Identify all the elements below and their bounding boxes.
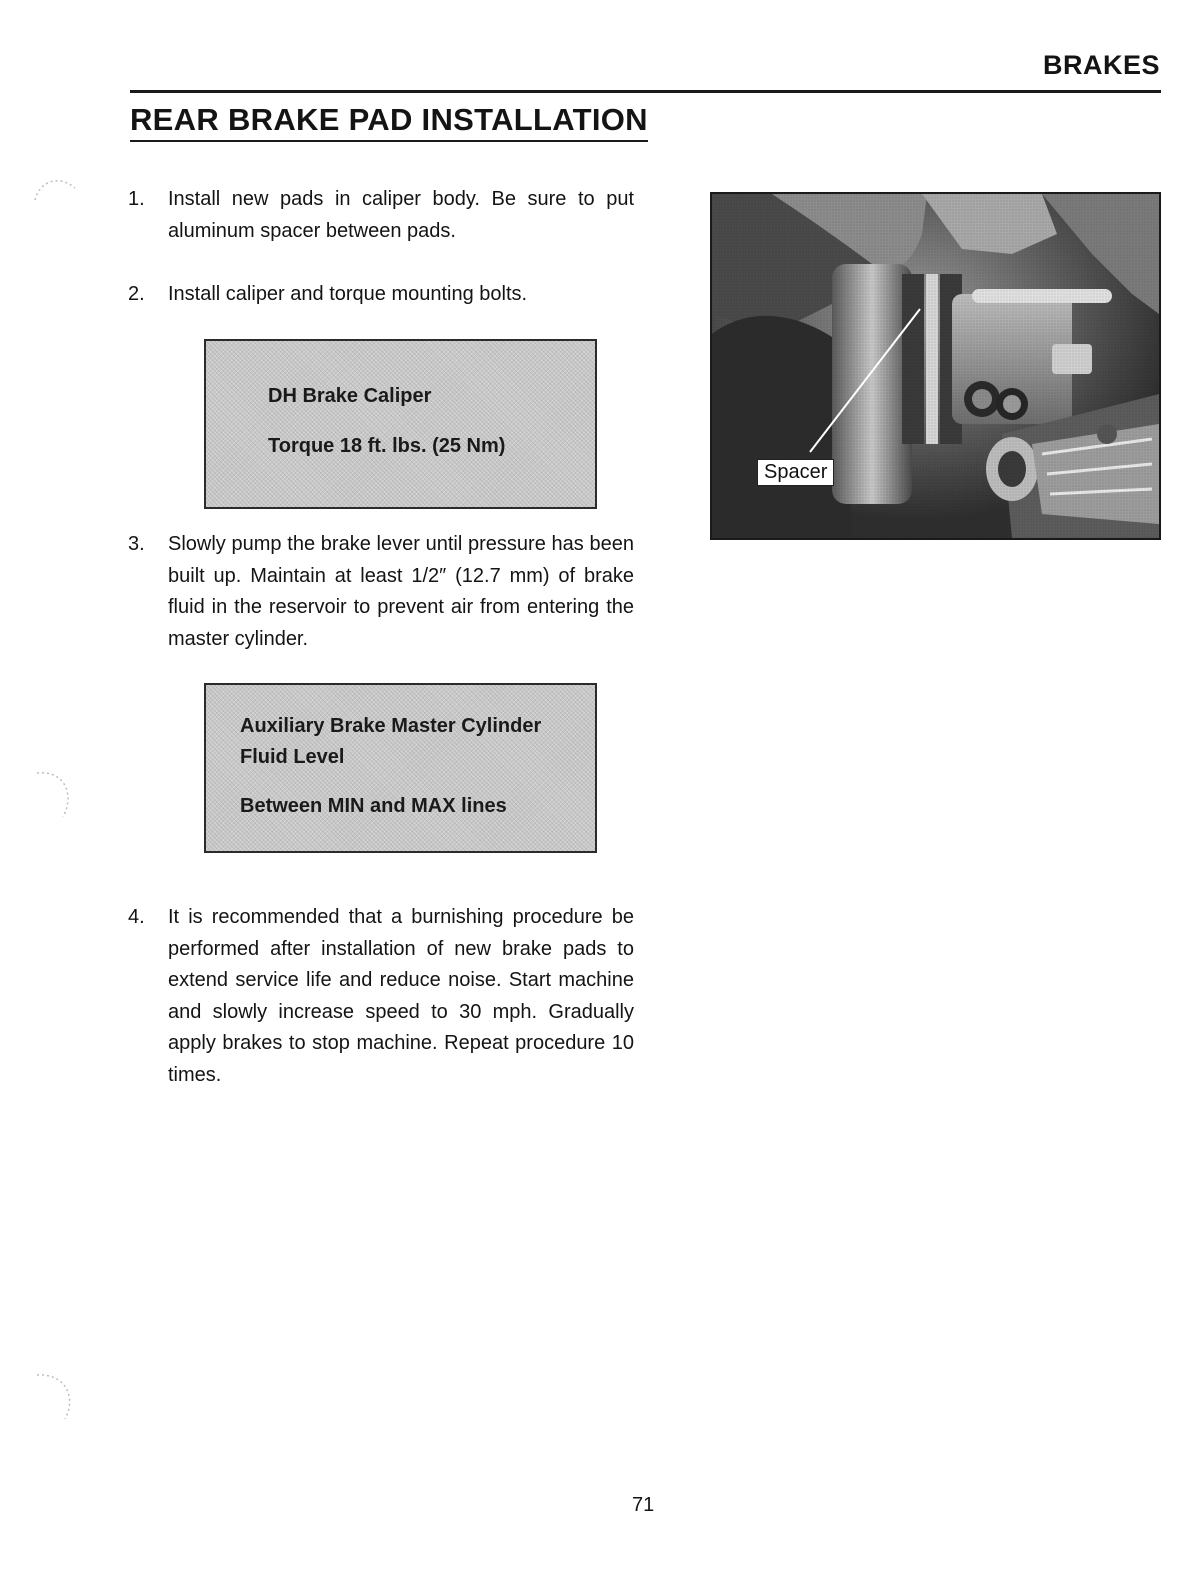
step-text: Slowly pump the brake lever until pressure has been built up. Maintain at least 1/2″ (12.7 mm) of brake fluid in the reservoir to prevent air from entering the master cylinder. (168, 533, 634, 650)
header-rule (130, 90, 1161, 93)
step-text: Install caliper and torque mounting bolts. (168, 283, 528, 305)
step-number: 3. (128, 533, 145, 555)
spec-line: Torque 18 ft. lbs. (25 Nm) (268, 435, 506, 457)
spec-box-caliper-torque (204, 339, 597, 509)
caliper-photo-image (712, 194, 1159, 538)
step-3 (128, 529, 634, 655)
step-text: It is recommended that a burnishing procedure be performed after installation of new brake pads to extend service life and reduce noise. Start machine and slowly increase speed to 30 mph. Gradually apply brakes to stop machine. Repeat procedure 10 times. (168, 906, 634, 1086)
step-text: Install new pads in caliper body. Be sure to put aluminum spacer between pads. (168, 188, 634, 242)
section-header: BRAKES (1042, 50, 1160, 80)
binder-hole-mark (25, 765, 85, 825)
step-number: 1. (128, 188, 145, 210)
step-number: 2. (128, 283, 145, 305)
spec-line: Fluid Level (240, 746, 345, 768)
page-number: 71 (632, 1494, 655, 1516)
spec-line: Auxiliary Brake Master Cylinder (240, 715, 542, 737)
binder-hole-mark (25, 170, 85, 220)
step-2 (128, 279, 634, 311)
spec-line: DH Brake Caliper (268, 385, 432, 407)
step-4 (128, 902, 634, 1091)
step-1 (128, 184, 634, 247)
caliper-photo (710, 192, 1161, 540)
spec-line: Between MIN and MAX lines (240, 795, 507, 817)
spec-box-fluid-level (204, 683, 597, 853)
step-number: 4. (128, 906, 145, 928)
spacer-callout-label: Spacer (757, 459, 834, 486)
page-title: REAR BRAKE PAD INSTALLATION (130, 102, 648, 142)
binder-hole-mark (25, 1365, 85, 1425)
